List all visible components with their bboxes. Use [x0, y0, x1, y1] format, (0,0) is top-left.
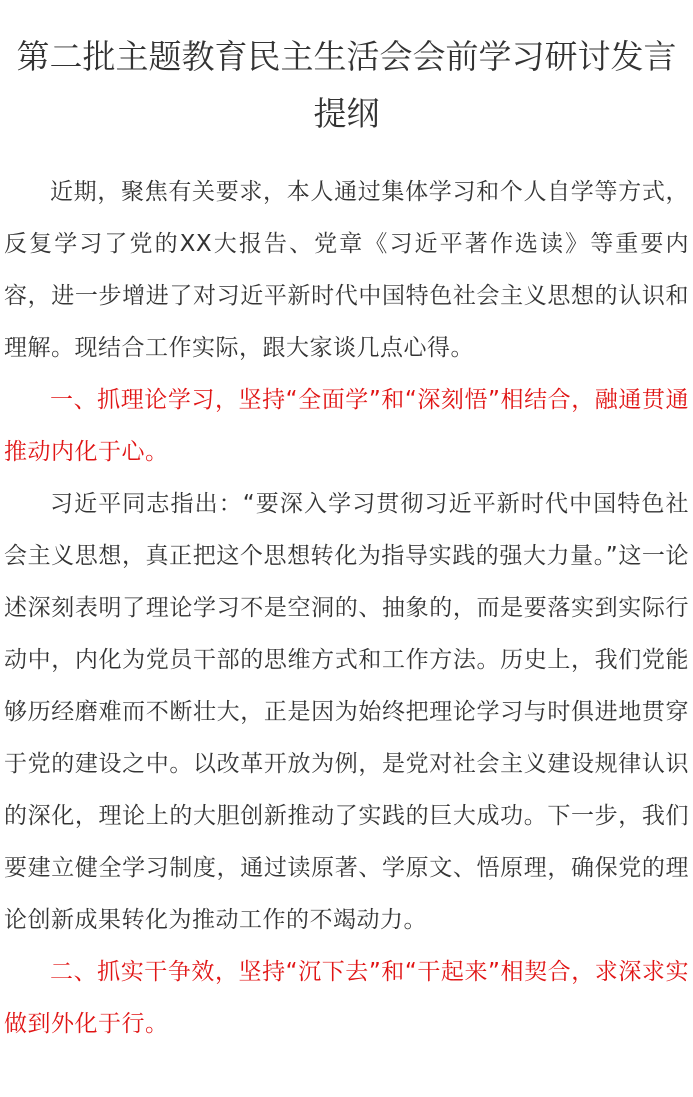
- document-title: 第二批主题教育民主生活会会前学习研讨发言提纲: [16, 37, 677, 133]
- section-heading-1: 一、抓理论学习，坚持“全面学”和“深刻悟”相结合，融通贯通推动内化于心。: [4, 387, 689, 465]
- section-heading-2: 二、抓实干争效，坚持“沉下去”和“干起来”相契合，求深求实做到外化于行。: [4, 959, 689, 1037]
- intro-paragraph: 近期，聚焦有关要求，本人通过集体学习和个人自学等方式，反复学习了党的XX大报告、党章《习近平著作选读》等重要内容，进一步增进了对习近平新时代中国特色社会主义思想的认识和理解。现结合工作实际，跟大家谈几点心得。: [4, 179, 689, 361]
- section-1-paragraph: 习近平同志指出：“要深入学习贯彻习近平新时代中国特色社会主义思想，真正把这个思想转化为指导实践的强大力量。”这一论述深刻表明了理论学习不是空洞的、抽象的，而是要落实到实际行动中，内化为党员干部的思维方式和工作方法。历史上，我们党能够历经磨难而不断壮大，正是因为始终把理论学习与时俱进地贯穿于党的建设之中。以改革开放为例，是党对社会主义建设规律认识的深化，理论上的大胆创新推动了实践的巨大成功。下一步，我们要建立健全学习制度，通过读原著、学原文、悟原理，确保党的理论创新成果转化为推动工作的不竭动力。: [4, 491, 689, 933]
- document-body: [4, 166, 689, 1050]
